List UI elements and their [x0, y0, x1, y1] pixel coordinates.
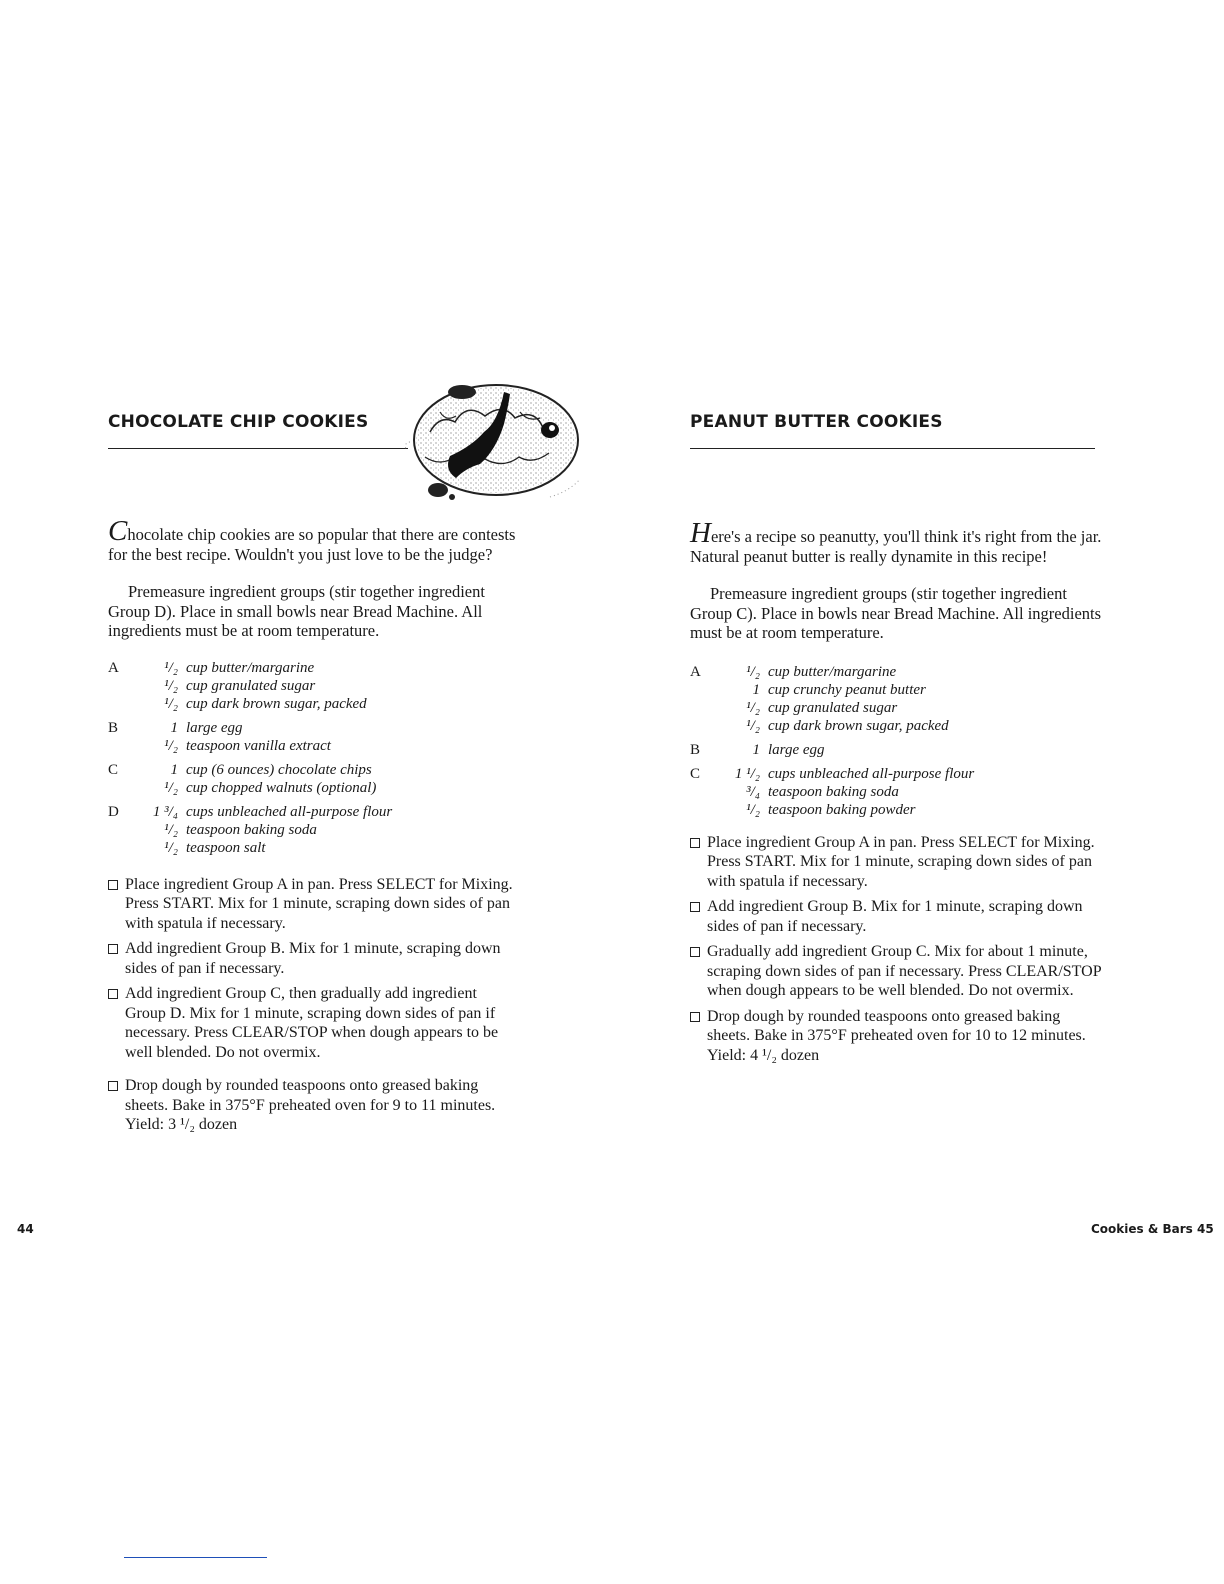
ingredient-item	[728, 741, 1102, 759]
ingredient-item	[146, 737, 516, 755]
instruction-step	[690, 897, 1102, 936]
group-label: D	[108, 803, 119, 820]
checkbox-icon	[108, 989, 118, 999]
ingredient-qty: ¹/₂	[164, 821, 178, 838]
right-recipe	[690, 410, 1102, 1071]
ingredient-desc: cup granulated sugar	[768, 699, 898, 716]
ingredient-qty: ¹/₂	[164, 737, 178, 754]
ingredient-desc: teaspoon salt	[186, 839, 266, 856]
ingredient-qty: ¹/₂	[164, 695, 178, 712]
ingredient-group-a	[108, 659, 516, 713]
ingredient-item	[728, 801, 1102, 819]
step-text: Add ingredient Group B. Mix for 1 minute, scraping down sides of pan if necessary.	[707, 898, 1083, 935]
page-number-left: 44	[17, 1222, 34, 1236]
ingredient-item	[146, 803, 516, 821]
intro-paragraph	[108, 515, 516, 564]
instruction-steps	[108, 875, 516, 1135]
instruction-step	[108, 984, 516, 1062]
ingredient-group-c	[690, 765, 1102, 819]
drop-cap: H	[690, 517, 711, 549]
instruction-step	[108, 939, 516, 978]
ingredient-qty: ¹/₂	[164, 779, 178, 796]
group-label: B	[690, 741, 701, 758]
ingredient-desc: cup crunchy peanut butter	[768, 681, 926, 698]
ingredient-group-b	[108, 719, 516, 755]
step-text: Add ingredient Group B. Mix for 1 minute, scraping down sides of pan if necessary.	[125, 940, 501, 977]
group-label: C	[690, 765, 701, 782]
ingredient-item	[728, 717, 1102, 735]
drop-cap: C	[108, 515, 128, 547]
ingredient-qty: 1 ³/₄	[152, 803, 178, 820]
page-number-right: Cookies & Bars 45	[1091, 1222, 1214, 1236]
ingredient-desc: large egg	[768, 741, 825, 758]
ingredient-qty: 1	[752, 681, 760, 698]
ingredient-desc: cup dark brown sugar, packed	[186, 695, 367, 712]
checkbox-icon	[108, 944, 118, 954]
ingredient-desc: cup butter/margarine	[186, 659, 315, 676]
ingredient-desc: cup chopped walnuts (optional)	[186, 779, 377, 796]
ingredient-item	[146, 761, 516, 779]
ingredient-qty: 1	[752, 741, 760, 758]
step-text: Place ingredient Group A in pan. Press SELECT for Mixing. Press START. Mix for 1 minute, scraping down sides of pan with spatula if necessary.	[125, 875, 513, 932]
ingredient-desc: teaspoon baking soda	[186, 821, 317, 838]
ingredient-item	[728, 783, 1102, 801]
ingredient-item	[146, 839, 516, 857]
checkbox-icon	[690, 947, 700, 957]
ingredient-group-b	[690, 741, 1102, 759]
ingredient-desc: large egg	[186, 719, 243, 736]
ingredient-qty: ¹/₂	[164, 659, 178, 676]
ingredient-desc: cups unbleached all-purpose flour	[186, 803, 393, 820]
ingredient-desc: cup granulated sugar	[186, 677, 316, 694]
ingredient-desc: cups unbleached all-purpose flour	[768, 765, 975, 782]
prep-paragraph: Premeasure ingredient groups (stir together ingredient Group D). Place in small bowls near Bread Machine. All ingredients must be at room temperature.	[108, 582, 485, 640]
ingredient-qty: 1 ¹/₂	[734, 765, 760, 782]
instruction-step	[690, 1007, 1102, 1066]
step-text: Add ingredient Group C, then gradually add ingredient Group D. Mix for 1 minute, scraping down sides of pan if necessary. Press CLEAR/STOP when dough appears to be well blended. Do not overmix.	[125, 985, 499, 1061]
ingredient-qty: ¹/₂	[746, 801, 760, 818]
ingredient-item	[146, 719, 516, 737]
ingredient-desc: teaspoon vanilla extract	[186, 737, 331, 754]
ingredient-group-c	[108, 761, 516, 797]
instruction-step	[690, 942, 1102, 1001]
ingredient-item	[728, 663, 1102, 681]
ingredient-item	[146, 695, 516, 713]
instruction-steps	[690, 833, 1102, 1066]
intro-paragraph	[690, 517, 1102, 566]
recipe-title: CHOCOLATE CHIP COOKIES	[108, 412, 369, 432]
group-label: B	[108, 719, 119, 736]
ingredient-qty: ¹/₂	[164, 839, 178, 856]
ingredient-item	[728, 765, 1102, 783]
ingredient-item	[146, 677, 516, 695]
checkbox-icon	[108, 1081, 118, 1091]
checkbox-icon	[690, 1012, 700, 1022]
ingredient-qty: ¹/₂	[746, 699, 760, 716]
group-label: A	[690, 663, 701, 680]
ingredient-qty: 1	[170, 761, 178, 778]
checkbox-icon	[690, 838, 700, 848]
ingredient-qty: ³/₄	[746, 783, 760, 800]
divider-line	[124, 1557, 267, 1558]
ingredient-desc: cup (6 ounces) chocolate chips	[186, 761, 372, 778]
ingredient-item	[146, 821, 516, 839]
ingredient-desc: teaspoon baking soda	[768, 783, 899, 800]
ingredient-group-d	[108, 803, 516, 857]
cookie-illustration	[400, 372, 590, 522]
ingredient-desc: teaspoon baking powder	[768, 801, 916, 818]
step-text: Place ingredient Group A in pan. Press SELECT for Mixing. Press START. Mix for 1 minute, scraping down sides of pan with spatula if necessary.	[707, 833, 1095, 890]
intro-text: hocolate chip cookies are so popular that there are contests for the best recipe. Wouldn't you just love to be the judge?	[108, 525, 516, 564]
title-rule	[690, 448, 1095, 449]
instruction-step	[690, 833, 1102, 892]
checkbox-icon	[690, 902, 700, 912]
ingredient-desc: cup butter/margarine	[768, 663, 897, 680]
step-text: Drop dough by rounded teaspoons onto greased baking sheets. Bake in 375°F preheated oven for 10 to 12 minutes. Yield: 4 ¹/₂ dozen	[707, 1007, 1086, 1064]
ingredient-qty: 1	[170, 719, 178, 736]
ingredient-item	[146, 659, 516, 677]
ingredient-qty: ¹/₂	[746, 663, 760, 680]
group-label: A	[108, 659, 119, 676]
ingredient-item	[146, 779, 516, 797]
ingredient-groups	[690, 663, 1102, 819]
step-text: Gradually add ingredient Group C. Mix for about 1 minute, scraping down sides of pan if necessary. Press CLEAR/STOP when dough appears to be well blended. Do not overmix.	[707, 943, 1102, 999]
title-rule	[108, 448, 408, 449]
ingredient-qty: ¹/₂	[164, 677, 178, 694]
group-label: C	[108, 761, 119, 778]
ingredient-desc: cup dark brown sugar, packed	[768, 717, 949, 734]
checkbox-icon	[108, 880, 118, 890]
ingredient-qty: ¹/₂	[746, 717, 760, 734]
intro-text: ere's a recipe so peanutty, you'll think it's right from the jar. Natural peanut butter is really dynamite in this recipe!	[690, 527, 1102, 566]
instruction-step	[108, 875, 516, 934]
prep-paragraph: Premeasure ingredient groups (stir together ingredient Group C). Place in bowls near Bread Machine. All ingredients must be at room temperature.	[690, 584, 1102, 642]
step-text: Drop dough by rounded teaspoons onto greased baking sheets. Bake in 375°F preheated oven for 9 to 11 minutes. Yield: 3 ¹/₂ dozen	[125, 1077, 496, 1133]
ingredient-groups	[108, 659, 516, 857]
ingredient-item	[728, 699, 1102, 717]
ingredient-group-a	[690, 663, 1102, 735]
ingredient-item	[728, 681, 1102, 699]
recipe-title: PEANUT BUTTER COOKIES	[690, 412, 943, 432]
instruction-step	[108, 1076, 516, 1135]
